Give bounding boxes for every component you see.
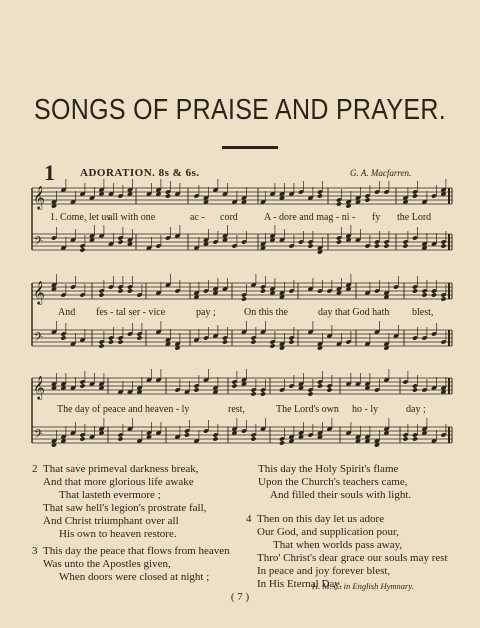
note-head — [364, 197, 370, 202]
note-head — [193, 387, 199, 392]
note-head — [117, 436, 123, 441]
verse-3 — [32, 545, 230, 584]
verse-line: This day the Holy Spirit's flame — [258, 463, 399, 475]
verse-line: And Christ triumphant over all — [43, 515, 179, 527]
treble-clef: 𝄞 — [33, 280, 45, 304]
verse-line: That lasteth evermore ; — [59, 489, 161, 501]
treble-clef: 𝄞 — [33, 185, 45, 209]
note-head — [222, 339, 228, 344]
note-head — [250, 339, 256, 344]
hymn-credit: H. M. C. in English Hymnary. — [312, 581, 414, 591]
note-head — [440, 243, 446, 248]
lyric-word: the Lord — [397, 212, 432, 223]
note-head — [136, 335, 142, 340]
verse-line: In peace and joy forever blest, — [257, 565, 391, 577]
verse-number: 4 — [246, 513, 252, 525]
lyric-word: The Lord's own — [276, 404, 339, 415]
verse-line: His own to heaven restore. — [59, 528, 177, 540]
verse-4 — [246, 513, 448, 591]
lyric-word: pay ; — [196, 307, 216, 318]
note-head — [307, 243, 313, 248]
lyric-word: ho - ly — [352, 404, 379, 415]
note-head — [231, 383, 237, 388]
note-head — [288, 339, 294, 344]
note-head — [117, 239, 123, 244]
lyric-word: And — [58, 307, 76, 318]
page-number: ( 7 ) — [230, 591, 250, 603]
note-head — [412, 288, 418, 293]
note-head — [383, 243, 389, 248]
verse-line: Thro' Christ's dear grace our souls may rest — [257, 552, 448, 564]
note-head — [402, 243, 408, 248]
note-head — [412, 387, 418, 392]
lyric-word: cord — [220, 212, 238, 223]
note-head — [269, 343, 275, 348]
note-head — [98, 292, 104, 297]
note-head — [98, 343, 104, 348]
lyric-word: rest, — [228, 404, 245, 415]
note-head — [212, 436, 218, 441]
lyric-word: day that God hath — [318, 307, 390, 318]
note-head — [117, 339, 123, 344]
lyric-word: all with one — [108, 212, 156, 223]
note-head — [79, 436, 85, 441]
note-head — [117, 288, 123, 293]
lyric-word: blest, — [412, 307, 434, 318]
note-head — [60, 335, 66, 340]
verse-line: That when worlds pass away, — [273, 539, 403, 551]
note-head — [402, 436, 408, 441]
verse-3-continued — [258, 463, 411, 502]
note-head — [326, 387, 332, 392]
note-head — [307, 391, 313, 396]
bass-clef: 𝄢 — [34, 428, 44, 444]
note-head — [279, 440, 285, 445]
note-head — [374, 243, 380, 248]
note-head — [421, 292, 427, 297]
note-head — [260, 288, 266, 293]
note-head — [241, 296, 247, 301]
note-head — [412, 193, 418, 198]
note-head — [412, 436, 418, 441]
note-head — [184, 432, 190, 437]
note-head — [260, 391, 266, 396]
verse-line: That saw hell's legion's prostrate fall, — [43, 502, 207, 514]
verse-line: That save primeval darkness break, — [43, 463, 199, 475]
lyric-word: ac - — [190, 212, 205, 223]
verse-line: Our God, and supplication pour, — [257, 526, 399, 538]
note-head — [250, 436, 256, 441]
lyric-word: A - dore and mag - ni - — [264, 212, 356, 223]
hymn-number: 1 — [44, 160, 55, 185]
verse-2 — [32, 463, 206, 541]
note-head — [431, 292, 437, 297]
note-head — [336, 201, 342, 206]
lyric-word: On this the — [244, 307, 288, 318]
page-title: SONGS OF PRAISE AND PRAYER. — [34, 93, 446, 127]
note-head — [317, 193, 323, 198]
note-head — [250, 391, 256, 396]
lyric-word: 1. Come, let us — [50, 212, 111, 223]
lyric-word: fes - tal ser - vice — [96, 307, 166, 318]
note-head — [79, 383, 85, 388]
note-head — [336, 239, 342, 244]
note-head — [108, 339, 114, 344]
verse-line: Was unto the Apostles given, — [43, 558, 171, 570]
note-head — [317, 383, 323, 388]
lyric-word: The day of peace and heaven - ly — [57, 404, 190, 415]
verse-line: Upon the Church's teachers came, — [258, 476, 408, 488]
verse-line: Then on this day let us adore — [257, 513, 385, 525]
verse-number: 2 — [32, 463, 38, 475]
treble-clef: 𝄞 — [33, 375, 45, 399]
lyric-word: fy — [372, 212, 381, 223]
note-head — [440, 296, 446, 301]
note-head — [165, 193, 171, 198]
hymn-name: ADORATION. 8s & 6s. — [80, 167, 200, 179]
lyric-word: day ; — [406, 404, 426, 415]
verse-line: And that more glorious life awake — [43, 476, 194, 488]
composer: G. A. Macfarren. — [350, 168, 412, 178]
verse-line: When doors were closed at night ; — [59, 571, 210, 583]
bass-clef: 𝄢 — [34, 235, 44, 251]
verse-number: 3 — [32, 545, 38, 557]
bass-clef: 𝄢 — [34, 331, 44, 347]
note-head — [127, 288, 133, 293]
verse-line: This day the peace that flows from heaven — [43, 545, 230, 557]
note-head — [79, 247, 85, 252]
verse-line: And filled their souls with light. — [270, 489, 412, 501]
verse-line: In His Eternal Day. — [257, 578, 342, 590]
